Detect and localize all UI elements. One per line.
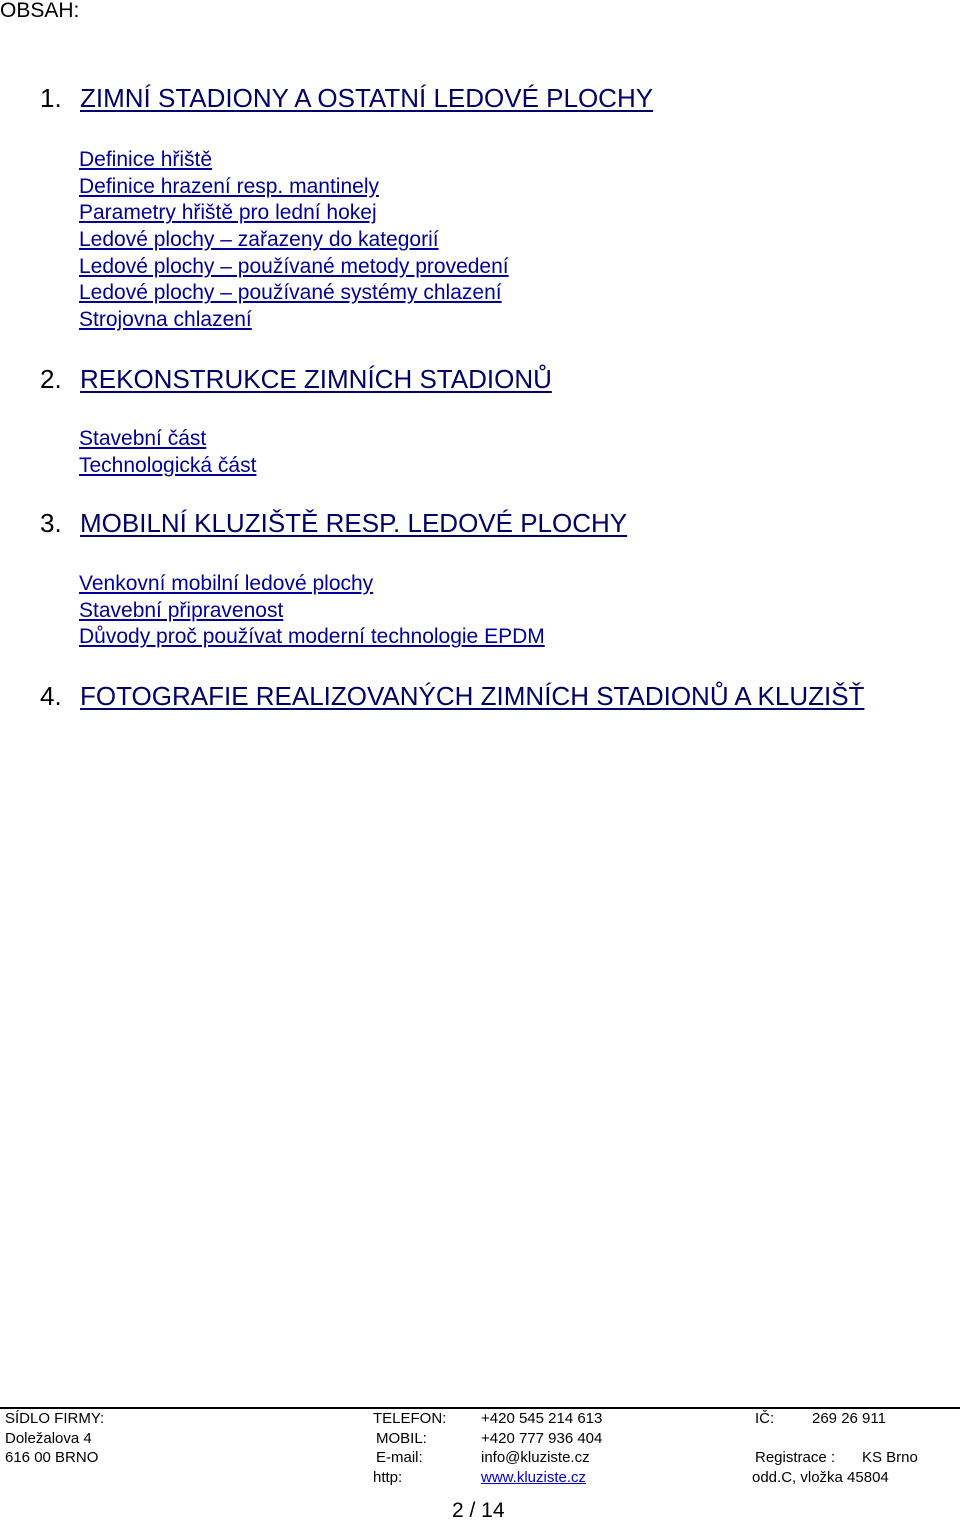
toc-item[interactable] xyxy=(79,598,545,625)
toc-section-1-items xyxy=(79,147,509,334)
toc-item[interactable] xyxy=(79,280,509,307)
http-label: http: xyxy=(373,1468,403,1486)
registration-detail: odd.C, vložka 45804 xyxy=(752,1468,889,1486)
registration-label: Registrace : xyxy=(755,1449,836,1466)
seat-label: SÍDLO FIRMY: xyxy=(5,1410,105,1427)
section-title-link[interactable]: ZIMNÍ STADIONY A OSTATNÍ LEDOVÉ PLOCHY xyxy=(80,83,654,113)
ic-value: 269 26 911 xyxy=(812,1410,886,1427)
footer-row xyxy=(0,1448,960,1468)
section-title-link[interactable]: REKONSTRUKCE ZIMNÍCH STADIONŮ xyxy=(80,364,552,394)
toc-section-3-items xyxy=(79,571,545,651)
page-number: 2 / 14 xyxy=(452,1499,505,1522)
section-number: 2. xyxy=(40,364,62,394)
toc-item[interactable] xyxy=(79,571,545,598)
company-footer xyxy=(0,1407,960,1487)
email-label: E-mail: xyxy=(376,1449,423,1466)
street-address: Doležalova 4 xyxy=(5,1429,92,1447)
mobile-label: MOBIL: xyxy=(376,1429,427,1447)
toc-item[interactable] xyxy=(79,624,545,651)
toc-section-4[interactable] xyxy=(40,681,864,711)
toc-section-1[interactable] xyxy=(40,83,653,113)
toc-item-link[interactable]: Ledové plochy – používané metody provedení xyxy=(79,254,509,278)
toc-item-link[interactable]: Stavební část xyxy=(79,427,207,450)
page-title: OBSAH: xyxy=(0,0,80,22)
toc-item[interactable] xyxy=(79,227,509,254)
section-number: 4. xyxy=(40,681,62,711)
toc-item-link[interactable]: Parametry hřiště pro lední hokej xyxy=(79,201,377,225)
toc-item-link[interactable]: Důvody proč používat moderní technologie EPDM xyxy=(79,625,545,649)
toc-item-link[interactable]: Strojovna chlazení xyxy=(79,308,252,332)
toc-item-link[interactable]: Ledové plochy – používané systémy chlazení xyxy=(79,281,502,305)
toc-item[interactable] xyxy=(79,307,509,334)
toc-item-link[interactable]: Technologická část xyxy=(79,453,257,477)
toc-item[interactable] xyxy=(79,200,509,227)
toc-item[interactable] xyxy=(79,174,509,201)
section-title-link[interactable]: FOTOGRAFIE REALIZOVANÝCH ZIMNÍCH STADIONŮ A KLUZIŠŤ xyxy=(80,681,865,711)
phone-value: +420 545 214 613 xyxy=(481,1410,603,1427)
registration-value: KS Brno xyxy=(862,1449,918,1466)
toc-section-2-items xyxy=(79,426,256,479)
mobile-value: +420 777 936 404 xyxy=(481,1429,603,1447)
toc-item-link[interactable]: Definice hřiště xyxy=(79,148,213,171)
city-address: 616 00 BRNO xyxy=(5,1449,99,1466)
section-number: 1. xyxy=(40,83,62,113)
toc-item[interactable] xyxy=(79,453,256,480)
toc-item[interactable] xyxy=(79,147,509,174)
section-number: 3. xyxy=(40,508,62,538)
toc-item-link[interactable]: Ledové plochy – zařazeny do kategorií xyxy=(79,228,439,252)
toc-item-link[interactable]: Stavební připravenost xyxy=(79,598,284,622)
footer-row xyxy=(0,1429,960,1449)
footer-row xyxy=(0,1409,960,1429)
toc-section-3[interactable] xyxy=(40,508,627,538)
toc-item-link[interactable]: Venkovní mobilní ledové plochy xyxy=(79,572,374,595)
section-title-link[interactable]: MOBILNÍ KLUZIŠTĚ RESP. LEDOVÉ PLOCHY xyxy=(80,508,628,538)
email-value: info@kluziste.cz xyxy=(481,1449,590,1466)
toc-item[interactable] xyxy=(79,426,256,453)
toc-item-link[interactable]: Definice hrazení resp. mantinely xyxy=(79,174,379,198)
ic-label: IČ: xyxy=(755,1410,775,1427)
toc-section-2[interactable] xyxy=(40,364,552,394)
toc-item[interactable] xyxy=(79,254,509,281)
website-link[interactable]: www.kluziste.cz xyxy=(481,1468,587,1486)
phone-label: TELEFON: xyxy=(373,1410,447,1427)
footer-row xyxy=(0,1468,960,1488)
